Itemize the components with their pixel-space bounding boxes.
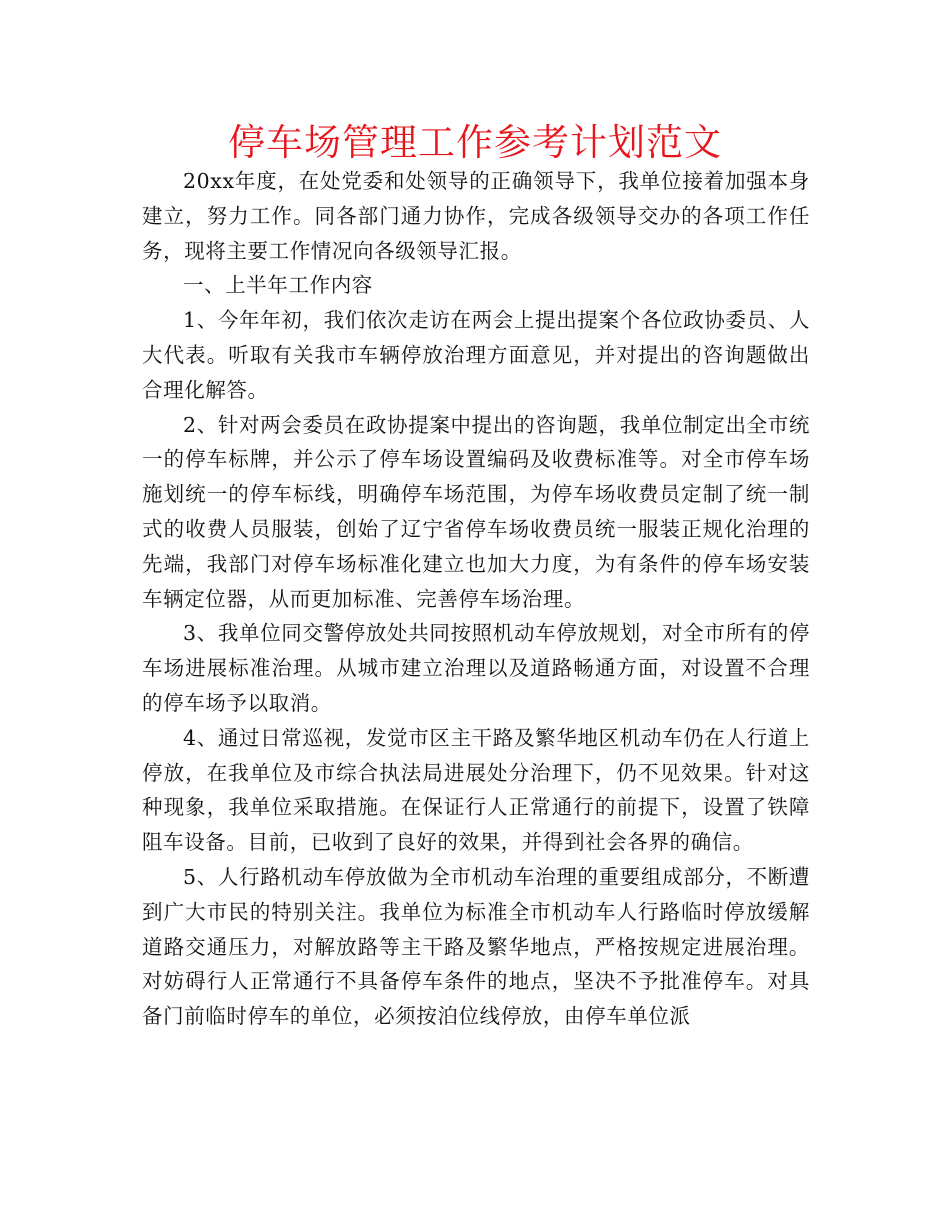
paragraph-item-1: 1、今年年初，我们依次走访在两会上提出提案个各位政协委员、人大代表。听取有关我市车辆停放治理方面意见，并对提出的咨询题做出合理化解答。	[142, 308, 810, 402]
section-heading-first-half: 一、上半年工作内容	[183, 273, 373, 298]
document-title: 停车场管理工作参考计划范文	[228, 121, 722, 164]
paragraph-item-2: 2、针对两会委员在政协提案中提出的咨询题，我单位制定出全市统一的停车标牌，并公示了停车场设置编码及收费标准等。对全市停车场施划统一的停车标线，明确停车场范围，为停车场收费员定制了统一制式的收费人员服装，创始了辽宁省停车场收费员统一服装正规化治理的先端，我部门对停车场标准化建立也加大力度，为有条件的停车场安装车辆定位器，从而更加标准、完善停车场治理。	[142, 412, 810, 611]
paragraph-item-4: 4、通过日常巡视，发觉市区主干路及繁华地区机动车仍在人行道上停放，在我单位及市综合执法局进展处分治理下，仍不见效果。针对这种现象，我单位采取措施。在保证行人正常通行的前提下，设置了铁障阻车设备。目前，已收到了良好的效果，并得到社会各界的确信。	[142, 725, 810, 855]
paragraph-intro: 20xx年度，在处党委和处领导的正确领导下，我单位接着加强本身建立，努力工作。同各部门通力协作，完成各级领导交办的各项工作任务，现将主要工作情况向各级领导汇报。	[142, 169, 810, 263]
paragraph-item-3: 3、我单位同交警停放处共同按照机动车停放规划，对全市所有的停车场进展标准治理。从城市建立治理以及道路畅通方面，对设置不合理的停车场予以取消。	[142, 621, 810, 715]
document-body	[142, 164, 810, 1034]
paragraph-item-5: 5、人行路机动车停放做为全市机动车治理的重要组成部分，不断遭到广大市民的特别关注。我单位为标准全市机动车人行路临时停放缓解道路交通压力，对解放路等主干路及繁华地点，严格按规定进展治理。对妨碍行人正常通行不具备停车条件的地点，坚决不予批准停车。对具备门前临时停车的单位，必须按泊位线停放，由停车单位派	[142, 864, 810, 1029]
